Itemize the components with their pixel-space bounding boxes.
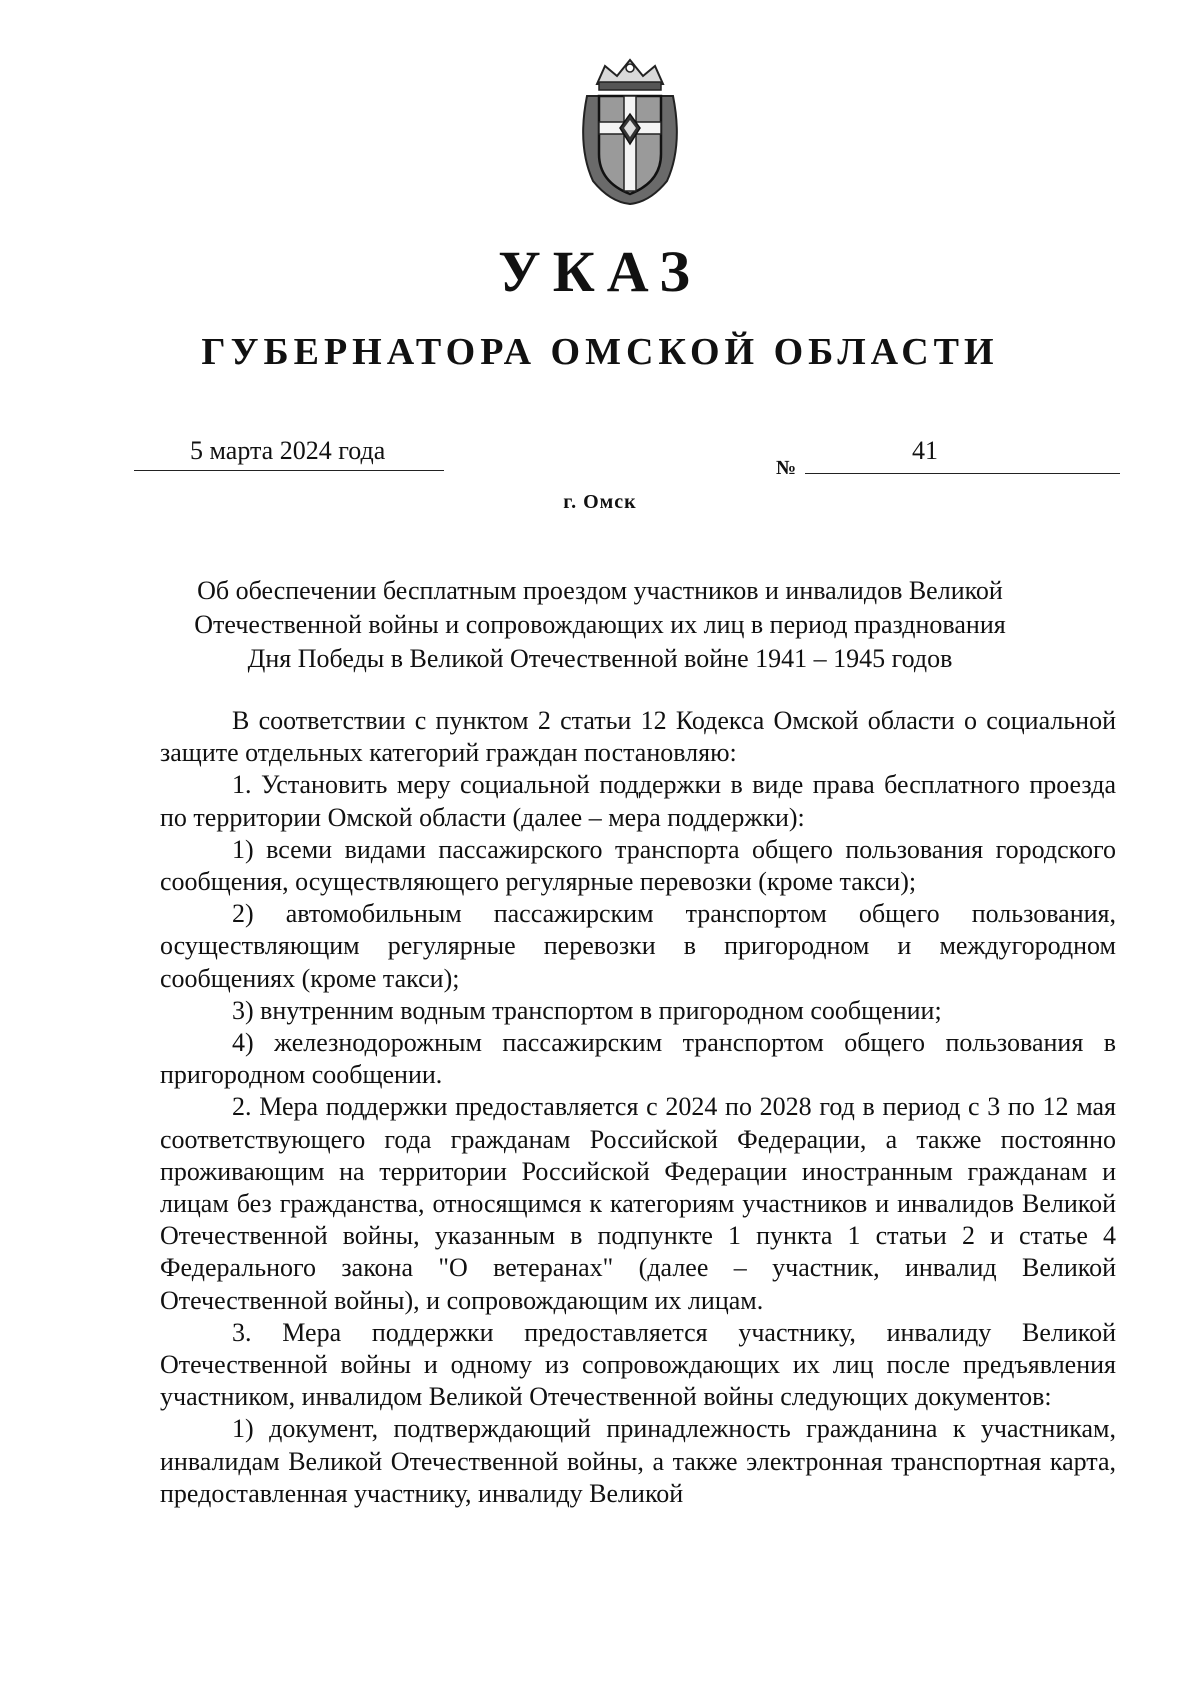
body-paragraph-item-1: 1. Установить меру социальной поддержки в виде права бесплатного проезда по территории Омской области (далее – мера поддержки):	[160, 770, 1116, 832]
body-subitem-1-2: 2) автомобильным пассажирским транспортом общего пользования, осуществляющим регулярные перевозки в пригородном и междугородном сообщениях (кроме такси);	[160, 899, 1116, 993]
body-paragraph-item-2: 2. Мера поддержки предоставляется с 2024 по 2028 год в период с 3 по 12 мая соответствующего года гражданам Российской Федерации, а также постоянно проживающим на территории Российской Федерации иностранным гражданам и лицам без гражданства, относящимся к категориям участников и инвалидов Великой Отечественной войны, указанным в подпункте 1 пункта 1 статьи 2 и статье 4 Федерального закона "О ветеранах" (далее – участник, инвалид Великой Отечественной войны), и сопровождающим их лицам.	[160, 1092, 1116, 1315]
date-underline	[134, 470, 444, 471]
body-subitem-3-1: 1) документ, подтверждающий принадлежность гражданина к участникам, инвалидам Великой Отечественной войны, а также электронная транспортная карта, предоставленная участнику, инвалиду Великой	[160, 1414, 1116, 1508]
decree-date: 5 марта 2024 года	[190, 436, 386, 465]
body-subitem-1-4: 4) железнодорожным пассажирским транспортом общего пользования в пригородном сообщении.	[160, 1028, 1116, 1090]
subject-line: Дня Победы в Великой Отечественной войне 1941 – 1945 годов	[247, 644, 953, 673]
body-subitem-1-1: 1) всеми видами пассажирского транспорта общего пользования городского сообщения, осуществляющего регулярные перевозки (кроме такси);	[160, 834, 1116, 897]
number-label: №	[776, 457, 797, 479]
decree-subject	[150, 574, 1050, 676]
subject-line: Об обеспечении бесплатным проездом участников и инвалидов Великой	[197, 576, 1003, 605]
omsk-coat-of-arms-icon	[575, 56, 685, 206]
decree-number: 41	[912, 436, 938, 465]
subject-line: Отечественной войны и сопровождающих их лиц в период празднования	[194, 610, 1006, 639]
number-underline	[805, 473, 1120, 474]
decree-body	[160, 705, 1116, 1510]
body-paragraph-preamble: В соответствии с пунктом 2 статьи 12 Кодекса Омской области о социальной защите отдельных категорий граждан постановляю:	[160, 706, 1116, 768]
document-type-title: УКАЗ	[498, 239, 702, 304]
body-subitem-1-3: 3) внутренним водным транспортом в пригородном сообщении;	[232, 995, 942, 1025]
body-paragraph-item-3: 3. Мера поддержки предоставляется участнику, инвалиду Великой Отечественной войны и одному из сопровождающих их лиц после предъявления участником, инвалидом Великой Отечественной войны следующих документов:	[160, 1317, 1116, 1412]
issuer-title: ГУБЕРНАТОРА ОМСКОЙ ОБЛАСТИ	[201, 331, 999, 373]
decree-city: г. Омск	[563, 491, 637, 513]
